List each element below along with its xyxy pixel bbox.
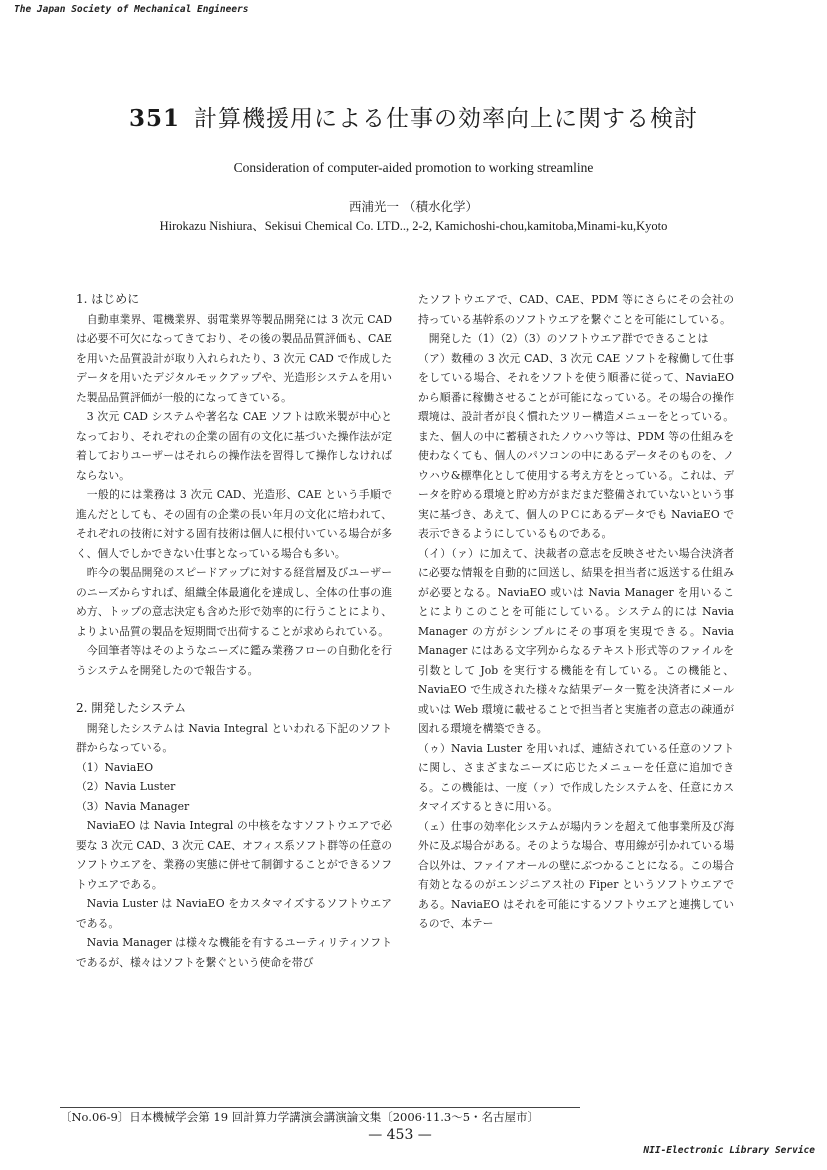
paragraph: 自動車業界、電機業界、弱電業界等製品開発には 3 次元 CAD は必要不可欠になってきており、その後の製品品質評価も、CAE を用いた品質設計が取り入れられたり、3 次元 CAD で作成したデータを用いたデジタルモックアップや、光造形システムを用いた製品品質評価が一般的になってきている。 xyxy=(76,312,392,404)
paragraph: 開発した（1）（2）（3）のソフトウエア群でできることは xyxy=(428,332,709,345)
paragraph: 一般的には業務は 3 次元 CAD、光造形、CAE という手順で進んだとしても、その固有の企業の長い年月の文化に培われて、それぞれの技術に対する固有技術は個人に根付いている場合が多く、個人でしかできない仕事となっている場合も多い。 xyxy=(76,488,392,560)
footer-divider xyxy=(60,1107,580,1108)
society-header: The Japan Society of Mechanical Engineers xyxy=(14,4,249,15)
paragraph: （イ）（ァ）に加えて、決裁者の意志を反映させたい場合決済者に必要な情報を自動的に回送し、結果を担当者に返送する仕組みが必要となる。NaviaEO 或いは Navia Manager を用いることによりこのことを可能にしている。システム的には Navia Manager の方がシンプルにその事項を実現できる。Navia Manager にはある文字列からなるテキスト形式等のファイルを引数として Job を実行する機能を有している。この機能と、NaviaEO で生成された様々な結果データ一覧を決済者にメール或いは Web 環境に載せることで担当者と実施者の意志の疎通が図れる環境を構築できる。 xyxy=(418,546,734,735)
paper-number: 351 xyxy=(128,105,180,132)
paper-subtitle: Consideration of computer-aided promotion to working streamline xyxy=(233,160,594,175)
paragraph: 3 次元 CAD システムや著名な CAE ソフトは欧米製が中心となっており、それぞれの企業の固有の文化に基づいた操作法が定着しておりユーザーはそれらの操作法を習得して操作しなければならない。 xyxy=(76,410,392,482)
section-gap xyxy=(76,680,392,699)
paper-authors: 西浦光一 （積水化学） xyxy=(349,199,478,214)
paragraph: Navia Luster は NaviaEO をカスタマイズするソフトウエアである。 xyxy=(76,897,392,930)
paper-title: 計算機援用による仕事の効率向上に関する検討 xyxy=(194,106,698,132)
paragraph: 開発したシステムは Navia Integral といわれる下記のソフト群からなっている。 xyxy=(76,721,392,754)
proceedings-footer: 〔No.06-9〕日本機械学会第 19 回計算力学講演会講演論文集〔2006·11.3〜5・名古屋市〕 xyxy=(60,1110,540,1124)
paragraph: 今回筆者等はそのようなニーズに鑑み業務フローの自動化を行うシステムを開発したので報告する。 xyxy=(76,644,392,677)
paragraph: NaviaEO は Navia Integral の中核をなすソフトウエアで必要な 3 次元 CAD、3 次元 CAE、オフィス系ソフト群等の任意のソフトウエアを、業務の実態に併せて制御することができるソフトウエアである。 xyxy=(76,819,392,891)
section-heading-introduction: 1. はじめに xyxy=(76,292,140,306)
list-item: （2）Navia Luster xyxy=(76,780,176,793)
library-service-footer: NII-Electronic Library Service xyxy=(643,1145,815,1156)
page-number: — 453 — xyxy=(368,1127,432,1143)
paragraph: 昨今の製品開発のスピードアップに対する経営層及びユーザーのニーズからすれば、組織全体最適化を達成し、全体の仕事の進め方、トップの意志決定も含めた形で効率的に行うことにより、よりよい品質の製品を短期間で出荷することが求められている。 xyxy=(76,566,392,638)
paper-title-block xyxy=(0,104,827,134)
list-item: （3）Navia Manager xyxy=(76,799,190,813)
right-column xyxy=(418,290,734,934)
list-item: （1）NaviaEO xyxy=(76,760,154,774)
paper-affiliation: Hirokazu Nishiura、Sekisui Chemical Co. LTD.., 2-2, Kamichoshi-chou,kamitoba,Minami-ku,Kyoto xyxy=(159,219,668,233)
paragraph: （ア）数種の 3 次元 CAD、3 次元 CAE ソフトを稼働して仕事をしている場合、それをソフトを使う順番に従って、NaviaEO から順番に稼働させることが可能になっている。その場合の操作環境は、設計者が良く慣れたツリー構造メニューをとっている。また、個人の中に蓄積されたノウハウ等は、PDM 等の仕組みを使わなくても、個人のパソコンの中にあるデータそのものを、ノウハウ&標準化として使用する考え方をとっている。これは、データを貯める環境と貯め方がまだまだ整備されていないという事実に基づき、あえて、個人のＰＣにあるデータでも NaviaEO で表示できるようにしているものである。 xyxy=(418,351,734,540)
paragraph: （ゥ）Navia Luster を用いれば、連結されている任意のソフトに関し、さまざまなニーズに応じたメニューを任意に追加できる。この機能は、一度（ァ）で作成したシステムを、任意にカスタマイズするときに用いる。 xyxy=(418,741,734,813)
paragraph: Navia Manager は様々な機能を有するユーティリティソフトであるが、様々はソフトを繋ぐという使命を帯び xyxy=(76,936,392,969)
paragraph: たソフトウエアで、CAD、CAE、PDM 等にさらにその会社の持っている基幹系のソフトウエアを繋ぐことを可能にしている。 xyxy=(418,293,734,326)
left-column xyxy=(76,290,392,972)
paragraph: （ェ）仕事の効率化システムが場内ランを超えて他事業所及び海外に及ぶ場合がある。そのような場合、専用線が引かれている場合以外は、ファイアオールの壁にぶつかることになる。この場合有効となるのがエンジニアス社の Fiper というソフトウエアである。NaviaEO はそれを可能にするソフトウエアと連携しているので、本テー xyxy=(418,819,734,930)
section-heading-system: 2. 開発したシステム xyxy=(76,701,187,715)
